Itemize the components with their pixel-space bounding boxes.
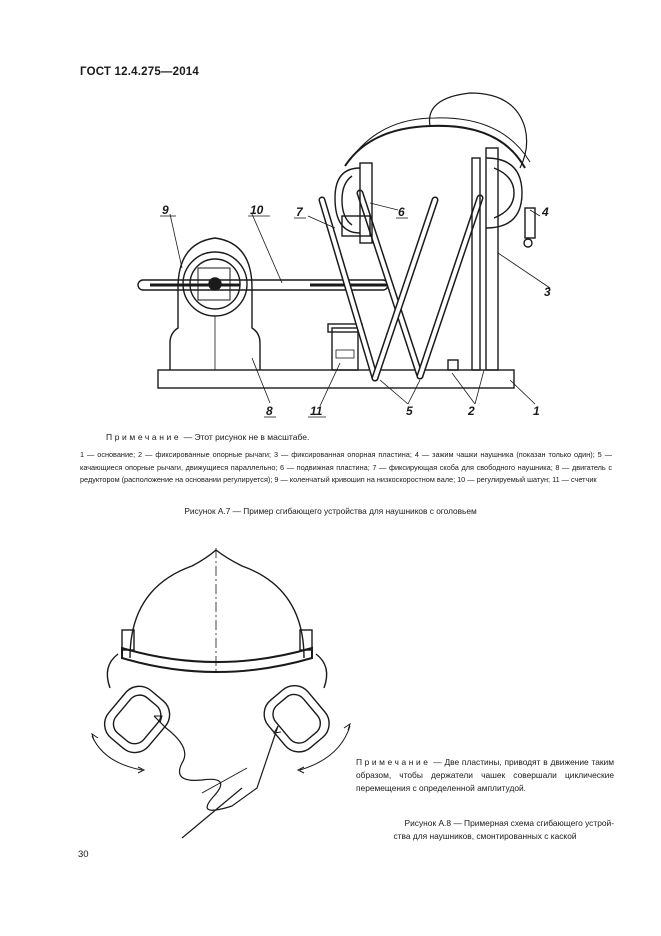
figure-a7-legend: 1 — основание; 2 — фиксированные опорные рычаги; 3 — фиксированная опорная пластина; 4 — зажим чашки наушника (показан только один); 5 — качающиеся опорные рычаги, движущиеся параллельно; 6 — подвижная пластина; 7 — фиксирующая скоба для свободного наушника; 8 — двигатель с редуктором (расположение на основании регулируется); 9 — коленчатый кривошип на низкоскоростном валe; 10 — регулируемый шатун; 11 — счетчик: [80, 450, 612, 485]
figure-a8-note: Примечание — Две пластины, приводят в движение таким образом, чтобы держатели чашек совершали циклические перемещения с определенной амплитудой.: [356, 757, 614, 793]
callout-1: 1: [533, 404, 540, 418]
figure-a7-note: Примечание — Этот рисунок не в масштабе.: [106, 432, 310, 442]
callout-5: 5: [406, 404, 413, 418]
callout-10: 10: [250, 203, 264, 217]
callout-4: 4: [542, 205, 549, 219]
fixed-plate: [486, 148, 498, 370]
callout-2: 2: [468, 404, 475, 418]
motion-arrow-right: [300, 726, 350, 770]
callout-11: 11: [310, 404, 323, 418]
figure-a7-caption: Рисунок А.7 — Пример сгибающего устройства для наушников с оголовьем: [184, 506, 477, 516]
document-header: ГОСТ 12.4.275—2014: [80, 66, 199, 78]
drive-linkage: [154, 716, 278, 810]
earcup-right-a8: [257, 678, 337, 759]
callout-3: 3: [544, 285, 551, 299]
counter: [332, 328, 358, 370]
figure-a8-caption: Рисунок А.8 — Примерная схема сгибающего устрой- ства для наушников, смонтированных с каской: [393, 818, 614, 841]
figure-a7-drawing: [130, 88, 560, 428]
page-number: 30: [78, 849, 89, 860]
helmet: [130, 550, 304, 658]
callout-7: 7: [296, 205, 303, 219]
helmet-brim: [122, 648, 312, 672]
callout-8: 8: [266, 404, 273, 418]
callout-9: 9: [162, 203, 169, 217]
callout-6: 6: [398, 205, 405, 219]
earcup-right: [486, 158, 522, 228]
earcup-left-a8: [97, 679, 177, 760]
earcup-left: [335, 168, 360, 233]
figure-a8-drawing: [82, 548, 360, 848]
base-plate: [158, 370, 514, 388]
